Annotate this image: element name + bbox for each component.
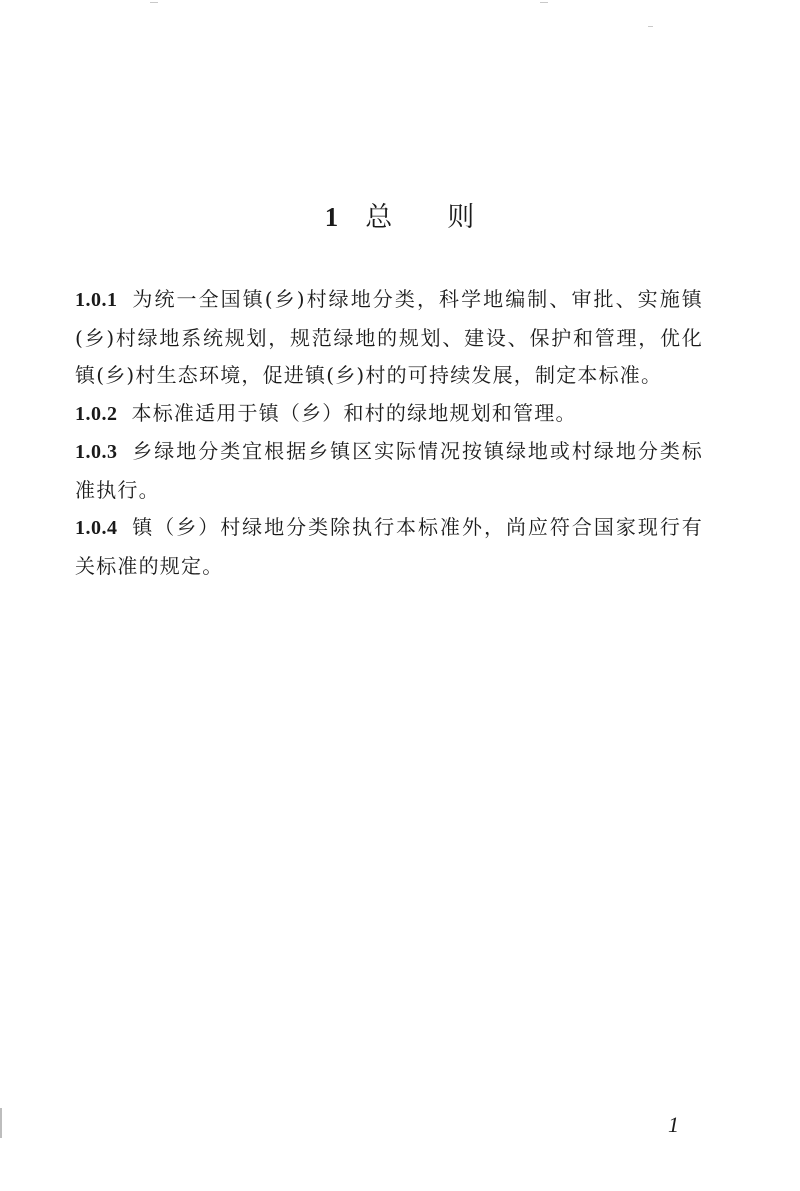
clause-number: 1.0.2 [75,402,118,425]
chapter-heading [0,197,800,238]
clause-number: 1.0.4 [75,517,118,539]
page-number: 1 [668,1112,679,1137]
scan-artifact [648,26,653,27]
clause-1-0-3 [75,433,703,509]
scan-edge-mark [0,1108,2,1138]
clause-text: 本标准适用于镇（乡）和村的绿地规划和管理。 [131,400,577,425]
scan-artifact [150,2,158,3]
chapter-number: 1 [324,202,340,232]
chapter-title-part-b: 则 [447,202,476,233]
clause-1-0-4 [75,509,703,585]
clause-1-0-2 [75,395,703,434]
scan-artifact [540,2,548,3]
clause-1-0-1 [75,281,703,395]
clause-text: 镇（乡）村绿地分类除执行本标准外，尚应符合国家现行有关标准的规定。 [75,515,703,578]
clause-text: 乡绿地分类宜根据乡镇区实际情况按镇绿地或村绿地分类标准执行。 [75,439,703,502]
clause-list [75,281,703,585]
chapter-title-part-a: 总 [365,202,394,233]
clause-number: 1.0.1 [75,289,118,311]
clause-text: 为统一全国镇(乡)村绿地分类，科学地编制、审批、实施镇(乡)村绿地系统规划，规范绿地的规划、建设、保护和管理，优化镇(乡)村生态环境，促进镇(乡)村的可持续发展，制定本标准。 [75,287,703,387]
clause-number: 1.0.3 [75,441,118,463]
